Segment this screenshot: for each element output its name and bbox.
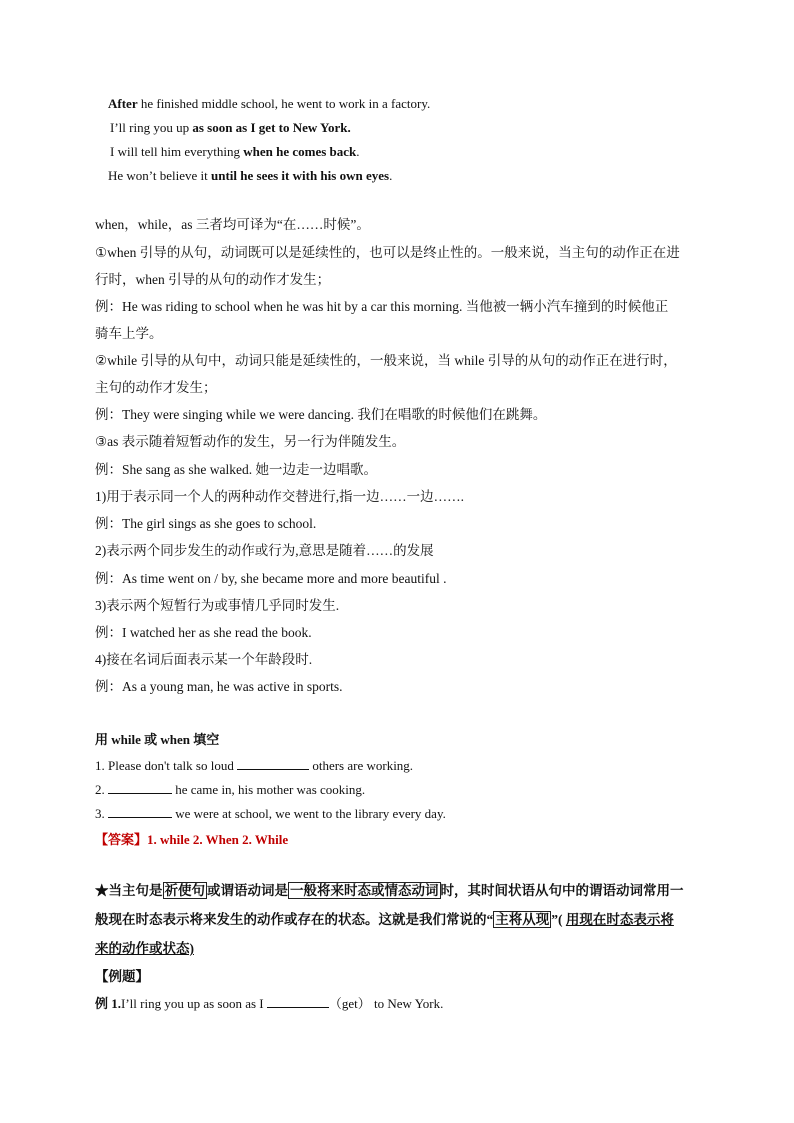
bold-phrase: until he sees it with his own eyes (211, 168, 390, 183)
sentence-text: He won’t believe it (108, 168, 212, 183)
answer-blank (237, 757, 309, 770)
answer-blank (108, 781, 172, 794)
example-sentence-4 (108, 167, 392, 185)
rule-line-1 (95, 882, 684, 900)
boxed-term: 一般将来时态或情态动词 (290, 883, 439, 898)
example-header: 【例题】 (95, 969, 149, 984)
example-number: 例 1. (95, 996, 122, 1011)
answer-blank (108, 805, 172, 818)
rule-text: 时，其时间状语从句中的谓语动词常用一 (440, 883, 684, 898)
while-rule-line-2: 主句的动作才发生； (95, 380, 217, 395)
example-sentence-1 (108, 95, 430, 113)
as-usage-2-example: 例：As time went on / by, she became more and more beautiful . (95, 571, 447, 586)
sentence-text: I’ll ring you up (110, 120, 193, 135)
rule-text: 般现在时态表示将来发生的动作或存在的状态。这就是我们常说的“ (95, 912, 494, 927)
question-3 (95, 805, 446, 823)
as-usage-1: 1)用于表示同一个人的两种动作交替进行,指一边……一边……. (95, 489, 464, 504)
question-text: 2. (95, 782, 108, 797)
rule-line-3: 来的动作或状态) (95, 941, 194, 956)
underlined-text: 用现在时态表示将 (565, 912, 674, 927)
as-rule-line: ③as 表示随着短暂动作的发生，另一行为伴随发生。 (95, 434, 406, 449)
question-1 (95, 757, 413, 775)
intro-line: when，while，as 三者均可译为“在……时候”。 (95, 217, 370, 232)
question-text: 3. (95, 806, 108, 821)
exercise-title: 用 while 或 when 填空 (95, 732, 220, 747)
question-text: 1. Please don't talk so loud (95, 758, 238, 773)
as-usage-1-example: 例：The girl sings as she goes to school. (95, 516, 317, 531)
question-text: we were at school, we went to the library every day. (172, 806, 446, 821)
sentence-text: . (356, 144, 360, 159)
when-example-line-2: 骑车上学。 (95, 326, 163, 341)
bold-phrase: when he comes back (243, 144, 357, 159)
rule-text: 或谓语动词是 (207, 883, 288, 898)
rule-text: ”( (551, 912, 566, 927)
boxed-term: 祈使句 (164, 883, 205, 898)
when-example-line-1: 例：He was riding to school when he was hit by a car this morning. 当他被一辆小汽车撞到的时候他正 (95, 299, 669, 314)
question-text: others are working. (309, 758, 414, 773)
question-2 (95, 781, 365, 799)
as-usage-2: 2)表示两个同步发生的动作或行为,意思是随着……的发展 (95, 543, 434, 558)
example-question-1 (95, 995, 443, 1013)
bold-phrase: as soon as I get to New York. (192, 120, 351, 135)
question-text: I’ll ring you up as soon as I (121, 996, 267, 1011)
bold-phrase: After (108, 96, 138, 111)
sentence-text: I will tell him everything (110, 144, 244, 159)
when-rule-line-1: ①when 引导的从句，动词既可以是延续性的，也可以是终止性的。一般来说，当主句的动作正在进 (95, 245, 680, 260)
as-usage-3-example: 例：I watched her as she read the book. (95, 625, 312, 640)
when-rule-line-2: 行时，when 引导的从句的动作才发生； (95, 272, 331, 287)
sentence-text: he finished middle school, he went to work in a factory. (137, 96, 431, 111)
question-text: （get） to New York. (328, 996, 444, 1011)
rule-text: ★当主句是 (95, 883, 163, 898)
while-example: 例：They were singing while we were dancing. 我们在唱歌的时候他们在跳舞。 (95, 407, 547, 422)
while-rule-line-1: ②while 引导的从句中，动词只能是延续性的，一般来说，当 while 引导的从句的动作正在进行时， (95, 353, 677, 368)
answer-key: 【答案】1. while 2. When 2. While (95, 832, 289, 847)
example-sentence-2 (110, 119, 351, 137)
boxed-term: 主将从现 (495, 912, 550, 927)
question-text: he came in, his mother was cooking. (172, 782, 366, 797)
example-sentence-3 (110, 143, 360, 161)
as-usage-4-example: 例：As a young man, he was active in sports. (95, 679, 343, 694)
sentence-text: . (389, 168, 393, 183)
as-example: 例：She sang as she walked. 她一边走一边唱歌。 (95, 462, 377, 477)
rule-line-2 (95, 911, 674, 929)
as-usage-4: 4)接在名词后面表示某一个年龄段时. (95, 652, 313, 667)
as-usage-3: 3)表示两个短暂行为或事情几乎同时发生. (95, 598, 340, 613)
answer-blank (267, 995, 329, 1008)
